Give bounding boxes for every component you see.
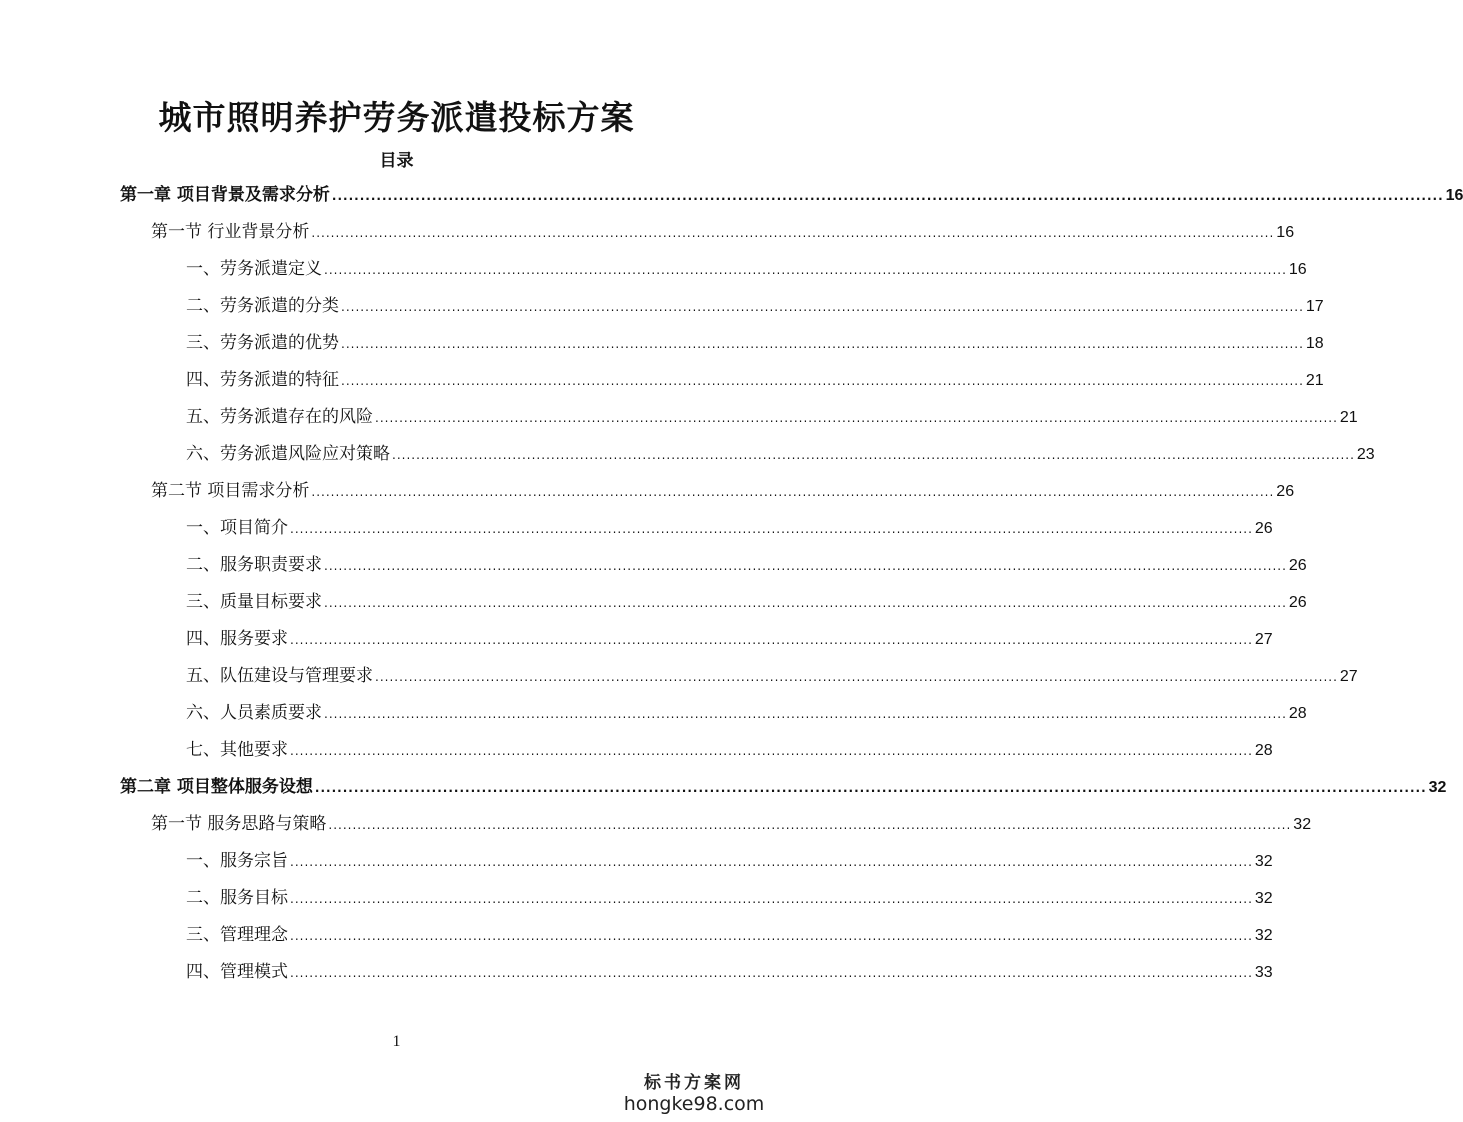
toc-entry[interactable] [186,291,1324,321]
toc-entry[interactable] [186,920,1273,950]
toc-leader-dots: ........................................................................................................................................................................................................ [290,855,1253,869]
toc-entry-label: 一、劳务派遣定义 [186,259,322,279]
toc-entry-label: 六、劳务派遣风险应对策略 [186,444,390,464]
watermark-url: hongke98.com [623,1093,765,1115]
toc-entry-page: 26 [1288,557,1307,574]
toc-entry[interactable] [186,735,1273,765]
toc-entry-page: 16 [1276,224,1295,241]
toc-entry-page: 17 [1305,298,1324,315]
toc-entry-label: 二、服务职责要求 [186,555,322,575]
toc-entry[interactable] [186,587,1307,617]
toc-entry[interactable] [151,809,1312,839]
toc-entry-page: 28 [1288,705,1307,722]
toc-entry-label: 四、服务要求 [186,629,288,649]
toc-entry-label: 二、服务目标 [186,888,288,908]
toc-leader-dots: ........................................................................................................................................................................................................ [324,559,1287,573]
toc-leader-dots: ........................................................................................................................................................................................................ [324,263,1287,277]
toc-entry-label: 七、其他要求 [186,740,288,760]
toc-entry-page: 32 [1254,890,1273,907]
toc-leader-dots: ........................................................................................................................................................................................................ [290,929,1253,943]
toc-leader-dots: ........................................................................................................................................................................................................ [375,411,1338,425]
toc-heading: 目录 [379,151,414,171]
toc-entry-page: 26 [1254,520,1273,537]
document-title: 城市照明养护劳务派遣投标方案 [158,98,635,137]
toc-leader-dots: ........................................................................................................................................................................................................ [290,966,1253,980]
toc-entry[interactable] [186,439,1375,469]
toc-entry-label: 第二节 项目需求分析 [151,481,310,501]
toc-leader-dots: ........................................................................................................................................................................................................ [324,707,1287,721]
toc-entry[interactable] [151,476,1295,506]
toc-entry-page: 21 [1339,409,1358,426]
toc-entry-page: 32 [1428,779,1447,796]
toc-entry-page: 27 [1254,631,1273,648]
toc-entry[interactable] [186,661,1358,691]
toc-entry-label: 一、项目简介 [186,518,288,538]
toc-entry[interactable] [186,846,1273,876]
toc-leader-dots: ........................................................................................................................................................................................................ [341,300,1304,314]
toc-entry-page: 26 [1288,594,1307,611]
toc-entry-label: 三、管理理念 [186,925,288,945]
toc-entry-label: 第一章 项目背景及需求分析 [120,185,330,205]
toc-entry[interactable] [186,883,1273,913]
toc-leader-dots: ........................................................................................................................................................................................................ [290,633,1253,647]
toc-entry[interactable] [186,698,1307,728]
toc-entry-label: 第一节 服务思路与策略 [151,814,327,834]
toc-entry[interactable] [151,217,1295,247]
toc-entry-page: 32 [1293,816,1312,833]
toc-entry[interactable] [186,254,1307,284]
toc-entry-page: 26 [1276,483,1295,500]
toc-entry[interactable] [120,180,1463,210]
toc-leader-dots: ........................................................................................................................................................................................................ [311,226,1275,240]
toc-entry-label: 三、质量目标要求 [186,592,322,612]
toc-entry-label: 二、劳务派遣的分类 [186,296,339,316]
toc-entry-label: 三、劳务派遣的优势 [186,333,339,353]
toc-leader-dots: ........................................................................................................................................................................................................ [392,448,1355,462]
toc-entry-page: 32 [1254,853,1273,870]
toc-leader-dots: ........................................................................................................................................................................................................ [290,522,1253,536]
toc-entry-page: 32 [1254,927,1273,944]
toc-entry-page: 18 [1305,335,1324,352]
toc-entry-page: 23 [1356,446,1375,463]
toc-leader-dots: ........................................................................................................................................................................................................ [290,744,1253,758]
toc-entry-page: 16 [1445,187,1463,204]
toc-entry[interactable] [186,513,1273,543]
toc-entry-page: 16 [1288,261,1307,278]
toc-entry-label: 六、人员素质要求 [186,703,322,723]
page-number: 1 [392,1033,401,1050]
toc-entry[interactable] [186,550,1307,580]
toc-leader-dots: ........................................................................................................................................................................................................ [290,892,1253,906]
toc-entry[interactable] [186,402,1358,432]
toc-entry[interactable] [186,328,1324,358]
toc-leader-dots: ........................................................................................................................................................................................................ [324,596,1287,610]
toc-leader-dots: ........................................................................................................................................................................................................ [314,781,1427,795]
toc-leader-dots: ........................................................................................................................................................................................................ [341,374,1304,388]
toc-leader-dots: ........................................................................................................................................................................................................ [341,337,1304,351]
toc-entry-label: 四、劳务派遣的特征 [186,370,339,390]
toc-leader-dots: ........................................................................................................................................................................................................ [311,485,1275,499]
toc-entry-label: 一、服务宗旨 [186,851,288,871]
toc-entry-label: 五、队伍建设与管理要求 [186,666,373,686]
toc-leader-dots: ........................................................................................................................................................................................................ [331,189,1444,203]
watermark-site-name: 标书方案网 [644,1073,744,1093]
toc-entry-label: 第二章 项目整体服务设想 [120,777,313,797]
toc-entry[interactable] [186,365,1324,395]
watermark [609,1068,779,1115]
toc-entry[interactable] [120,772,1447,802]
toc-entry-page: 27 [1339,668,1358,685]
toc-entry-label: 五、劳务派遣存在的风险 [186,407,373,427]
toc-entry-label: 第一节 行业背景分析 [151,222,310,242]
toc-entry-page: 21 [1305,372,1324,389]
toc-leader-dots: ........................................................................................................................................................................................................ [328,818,1292,832]
toc-entry-page: 28 [1254,742,1273,759]
toc-entry-page: 33 [1254,964,1273,981]
toc-leader-dots: ........................................................................................................................................................................................................ [375,670,1338,684]
toc-entry-label: 四、管理模式 [186,962,288,982]
toc-entry[interactable] [186,957,1273,987]
toc-entry[interactable] [186,624,1273,654]
